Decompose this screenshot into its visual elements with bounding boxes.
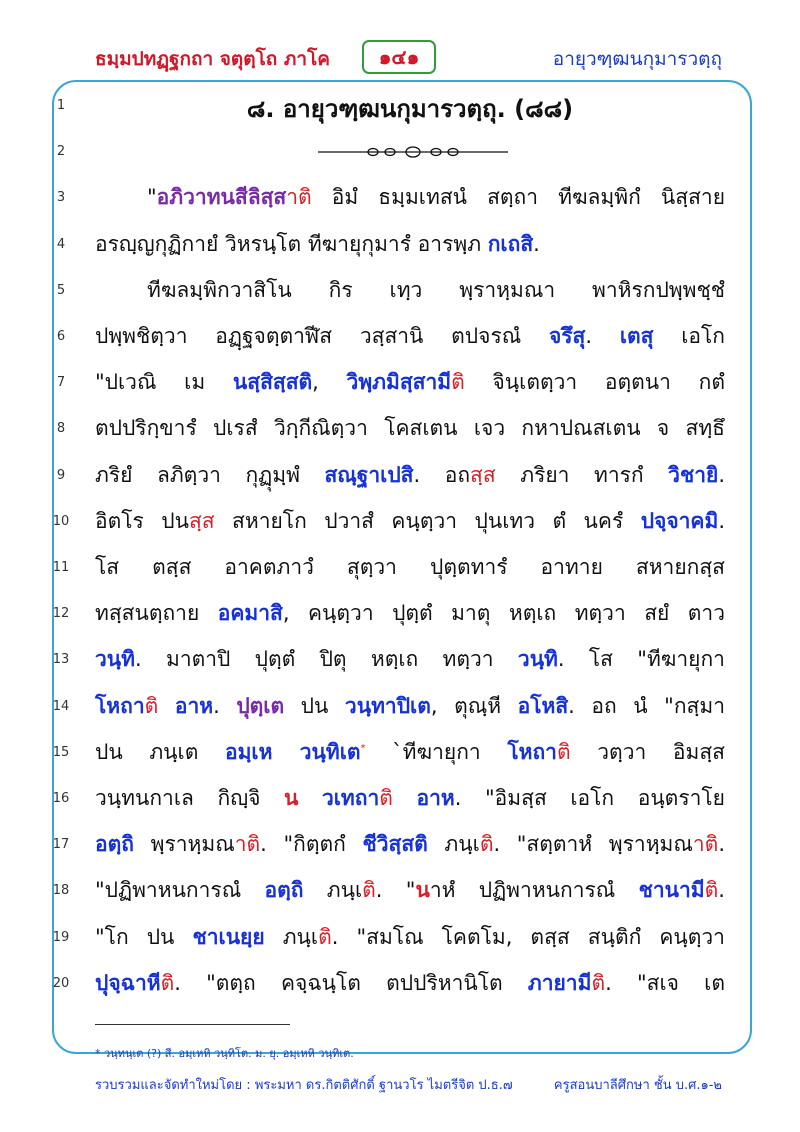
highlighted-word: อโหสิ [517, 693, 569, 718]
line-number: 17 [52, 837, 70, 853]
line-number: 20 [52, 975, 70, 991]
footer-author: รวบรวมและจัดทำใหม่โดย : พระมหา ดร.กิตติศักดิ์ ฐานวโร ไมตรีจิต ป.ธ.๗ [95, 1078, 513, 1093]
text-segment: ภริยา ทารกํ [495, 462, 669, 487]
text-segment [393, 786, 417, 810]
highlighted-word: ติ [451, 370, 465, 395]
line-text [95, 320, 725, 353]
line-number: 6 [56, 329, 66, 344]
text-segment [158, 694, 175, 718]
highlighted-word: ติ [362, 878, 376, 903]
highlighted-word: วนฺทิ [517, 647, 558, 672]
highlighted-word: วิชายิ [668, 462, 719, 487]
line-text [95, 736, 725, 769]
text-segment: , [312, 370, 347, 395]
line-number: 11 [52, 560, 70, 575]
line-number: 10 [52, 513, 70, 529]
highlighted-word: จรึสุ [548, 324, 586, 348]
footnote: * วนฺทนฺเต (?) สี. อมฺเหหิ วนฺทิโต. ม. ยุ. อมฺเหหิ วนฺทิเต. [95, 1047, 354, 1060]
line-number: 5 [56, 282, 66, 298]
line-text [95, 643, 725, 676]
text-segment: อรญฺญกุฏิกายํ วิหรนฺโต ทีฆายุกุมารํ อารพฺภ [95, 231, 488, 256]
text-line [0, 822, 800, 868]
line-text [95, 551, 725, 584]
text-segment: ปพฺพชิตฺวา อฏฺฐจตฺตาฬีส วสฺสานิ ตปจรณํ [95, 324, 549, 348]
line-text [95, 459, 725, 492]
text-segment: ทีฆลมฺพิกวาสิโน กิร เทฺว พฺราหฺมณา พาหิรกปพฺพชฺชํ [147, 277, 725, 302]
highlighted-word: ติ [556, 739, 571, 764]
line-number: 18 [52, 883, 70, 899]
line-text [95, 874, 725, 907]
highlighted-word: เตสุ [619, 324, 654, 348]
line-text [95, 690, 725, 723]
text-line [0, 868, 800, 914]
highlighted-word: โหถา [95, 693, 145, 718]
highlighted-word: ปุตฺเต [236, 693, 285, 718]
highlighted-word: อาห [174, 693, 214, 718]
text-segment: . อถ [413, 462, 471, 487]
highlighted-word: าติ [692, 832, 719, 857]
text-segment: . [718, 462, 725, 487]
text-line [0, 545, 800, 591]
highlighted-word: ปุจฺฉาหี [95, 970, 161, 995]
section-heading [95, 89, 725, 128]
line-number: 3 [56, 190, 66, 206]
line-number: 4 [56, 236, 66, 252]
line-number: 9 [56, 467, 66, 483]
highlighted-word: ติ [479, 832, 494, 857]
highlighted-word: าติ [286, 185, 312, 210]
book-title: ธมฺมปทฏฺฐกถา จตุตฺโถ ภาโค [95, 48, 331, 70]
text-line [0, 268, 800, 314]
line-text [95, 967, 725, 1000]
line-text [95, 366, 725, 399]
text-segment: . "อิมสฺส เอโก อนฺตราโย [454, 786, 725, 810]
text-segment: โส ตสฺส อาคตภาวํ สุตฺวา ปุตฺตทารํ อาทาย สหายกสฺส [95, 555, 725, 579]
text-segment: ตปปริกฺขารํ ปเรสํ วิกฺกีณิตฺวา โคสเตน เจว กหาปณสเตน จ สทฺธึ [95, 416, 725, 441]
line-text [95, 828, 725, 861]
line-text [95, 181, 725, 214]
text-line [0, 499, 800, 545]
line-number: 15 [52, 744, 70, 760]
text-segment: , ตุณฺหี [430, 693, 518, 718]
highlighted-word: ชานามี [638, 878, 705, 903]
text-segment: "ปเวณิ เม [95, 370, 233, 395]
highlighted-word: อาห [416, 786, 455, 810]
text-segment: เอโก [653, 324, 725, 348]
highlighted-word: อตฺถิ [95, 832, 134, 857]
line-number: 7 [56, 375, 66, 391]
text-line [0, 730, 800, 776]
highlighted-word: ชาเนยฺย [192, 924, 265, 949]
text-segment: อิมํ ธมฺมเทสนํ สตฺถา ทีฆลมฺพิกํ นิสฺสาย [311, 185, 725, 210]
text-segment: `ทีฆายุกา [365, 739, 508, 764]
highlighted-word: สฺส [470, 462, 496, 487]
highlighted-word: อมฺเห วนฺทิเต [224, 739, 361, 764]
text-line [0, 961, 800, 1007]
line-text [95, 505, 725, 538]
line-number: 1 [56, 98, 66, 113]
text-segment: . " [375, 878, 416, 903]
page-number: ๑๔๑ [362, 40, 436, 74]
text-segment: . [718, 878, 725, 903]
text-segment: พฺราหฺมณ [133, 832, 235, 857]
line-number: 16 [52, 791, 70, 806]
page-header [0, 40, 800, 80]
text-segment: . มาตาปิ ปุตฺตํ ปิตุ หตฺเถ ทตฺวา [135, 647, 518, 672]
highlighted-word: สฺส [188, 508, 215, 533]
highlighted-word: นสฺสิสฺสติ [232, 370, 313, 395]
line-text [95, 228, 725, 261]
highlighted-word: ติ [318, 924, 332, 949]
highlighted-word: วิพฺภมิสฺสามี [346, 370, 452, 395]
text-segment: ภนฺเ [427, 832, 480, 857]
text-segment: . [718, 508, 726, 533]
line-number: 12 [52, 606, 70, 622]
text-segment: . [585, 324, 620, 348]
highlighted-word: ภายามี [527, 970, 592, 995]
line-text [95, 412, 725, 445]
text-line [0, 591, 800, 637]
highlighted-word: วนฺทาปิเต [344, 693, 431, 718]
text-segment: ภริยํ ลภิตฺวา กุฏุมฺพํ [95, 462, 325, 487]
highlighted-word: * [360, 742, 366, 754]
highlighted-word: ติ [160, 970, 175, 995]
text-segment: , คนฺตฺวา ปุตฺตํ มาตุ หตฺเถ ทตฺวา สยํ ตาว [282, 601, 726, 626]
text-line [0, 360, 800, 406]
text-line [0, 222, 800, 268]
text-segment: . "กิตฺตกํ [260, 832, 363, 857]
text-line [0, 637, 800, 683]
text-segment: . "สมโณ โคตโม, ตสฺส สนฺติกํ คนฺตฺวา [331, 924, 725, 949]
text-segment: . อถ นํ "กสฺมา [568, 693, 726, 718]
text-line [0, 129, 800, 175]
highlighted-word: โหถา [507, 739, 557, 764]
text-segment: . [213, 693, 237, 718]
highlighted-word: ปจฺจาคมิ [640, 508, 719, 533]
text-segment [298, 786, 322, 810]
text-segment: จินฺเตตฺวา อตฺตนา กตํ [464, 370, 725, 395]
highlighted-word: กเถสิ [487, 231, 534, 256]
highlighted-word: อภิวาทนสีลิสฺส [156, 185, 287, 210]
text-line [0, 314, 800, 360]
line-text [95, 782, 725, 815]
line-number: 14 [52, 698, 70, 714]
line-number: 8 [56, 421, 66, 437]
text-segment: . โส "ทีฆายุกา [557, 647, 725, 672]
highlighted-word: าติ [234, 832, 261, 857]
highlighted-word: น [283, 786, 299, 810]
footer-course: ครูสอนบาลีศึกษา ชั้น บ.ศ.๑-๒ [553, 1078, 722, 1093]
text-segment: "ปฏิพาหนการณํ [95, 878, 265, 903]
text-segment: ภนฺเ [264, 924, 319, 949]
highlighted-word: ติ [704, 878, 719, 903]
text-line [0, 406, 800, 452]
text-segment: ปน [284, 693, 345, 718]
text-segment: . "ตตฺถ คจฺฉนฺโต ตปปริหานิโต [174, 970, 528, 995]
line-number: 2 [56, 144, 66, 160]
highlighted-word: อคมาสิ [217, 601, 283, 626]
text-segment: . [718, 832, 725, 857]
text-segment: . "สเจ เต [605, 970, 725, 995]
highlighted-word: สณฺฐาเปสิ [324, 462, 414, 487]
text-segment: อิตโร ปน [95, 508, 189, 533]
text-line [0, 684, 800, 730]
text-segment: " [147, 185, 157, 210]
highlighted-word: ชีวิสฺสติ [362, 832, 428, 857]
line-number: 19 [52, 929, 70, 945]
highlighted-word: วเทถา [321, 786, 380, 810]
highlighted-word: น [415, 878, 430, 903]
text-segment: . "สตฺตาหํ พฺราหฺมณ [493, 832, 693, 857]
text-segment: าหํ ปฏิพาหนการณํ [429, 878, 639, 903]
text-line [0, 776, 800, 822]
text-segment: ทสฺสนตฺถาย [95, 601, 218, 626]
highlighted-word: อตฺถิ [264, 878, 304, 903]
text-segment: . [533, 231, 540, 256]
text-line [0, 175, 800, 221]
chapter-title: อายุวฑฺฒนกุมารวตฺถุ [552, 48, 722, 70]
text-segment: วนฺทนกาเล กิญฺจิ [95, 786, 284, 810]
text-line [0, 83, 800, 129]
text-segment: สหายโก ปวาสํ คนฺตฺวา ปุนเทว ตํ นครํ [214, 508, 641, 533]
highlighted-word: ติ [379, 786, 393, 810]
text-segment: ภนฺเ [303, 878, 363, 903]
highlighted-word: ติ [591, 970, 606, 995]
text-segment: ปน ภนฺเต [95, 739, 225, 764]
footnote-divider [95, 1024, 290, 1025]
highlighted-word: ติ [144, 693, 159, 718]
text-segment: วตฺวา อิมสฺส [570, 739, 725, 764]
line-text [95, 597, 725, 630]
line-text [95, 921, 725, 954]
text-line [0, 915, 800, 961]
text-line [0, 453, 800, 499]
ornament-divider [318, 145, 508, 159]
text-segment: "โก ปน [95, 924, 193, 949]
text-segment: ๘. อายุวฑฺฒนกุมารวตฺถุ. (๘๘) [246, 95, 574, 123]
line-text [95, 274, 725, 307]
highlighted-word: วนฺทิ [95, 647, 135, 672]
line-number: 13 [52, 652, 70, 668]
